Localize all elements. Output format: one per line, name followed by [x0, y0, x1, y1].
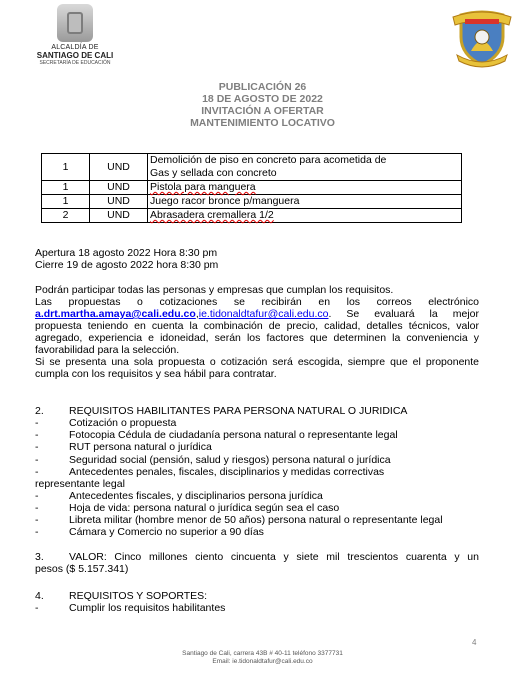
description-cell	[148, 209, 462, 223]
footer-address: Santiago de Cali, carrera 43B # 40-11 teléfono 3377731	[182, 650, 343, 657]
requirement-item: RUT persona natural o jurídica	[69, 441, 212, 453]
section2-heading: REQUISITOS HABILITANTES PARA PERSONA NATURAL O JURIDICA	[69, 405, 408, 417]
section2-number: 2.	[35, 405, 44, 417]
title-line2: 18 DE AGOSTO DE 2022	[202, 93, 323, 105]
proposals-line1: Las propuestas o cotizaciones se recibirán en los correos electrónico	[35, 296, 479, 308]
requirement-item: Hoja de vida: persona natural o jurídica según sea el caso	[69, 502, 340, 514]
value-line1: VALOR: Cinco millones ciento cincuenta y siete mil trescientos cuarenta y un	[69, 551, 479, 563]
logo-line2: SANTIAGO DE CALI	[36, 51, 114, 60]
section3-number: 3.	[35, 551, 44, 563]
page-footer	[0, 650, 525, 666]
bullet: -	[35, 466, 39, 478]
requirement-item: Antecedentes fiscales, y disciplinarios persona jurídica	[69, 490, 323, 502]
closing-date: Cierre 19 de agosto 2022 hora 8:30 pm	[35, 259, 219, 271]
alcaldia-logo	[30, 4, 120, 70]
description-text: Abrasadera cremallera 1/2	[150, 209, 274, 221]
requirement-item: Antecedentes penales, fiscales, disciplinarios y medidas correctivas	[69, 466, 385, 478]
requirement-item: Cámara y Comercio no superior a 90 días	[69, 526, 264, 538]
unit-cell: UND	[90, 209, 148, 223]
coat-of-arms-icon	[57, 4, 93, 42]
table-row	[42, 181, 462, 195]
table-row	[42, 209, 462, 223]
proposals-line2	[35, 308, 479, 320]
proposals-line5: favorabilidad para la selección.	[35, 344, 180, 356]
description-line1: Demolición de piso en concreto para acometida de	[150, 154, 387, 166]
items-table	[41, 153, 462, 223]
proposals-line2-rest: . Se evaluará la mejor	[328, 308, 479, 320]
footer-email: Email: ie.tidonaldtafur@cali.edu.co	[212, 658, 313, 665]
description-text: Pistola para manguera	[150, 181, 256, 193]
proposals-line4: agregado, experiencia e idoneidad, serán los factores que determinen la conveniencia y	[35, 332, 479, 344]
bullet: -	[35, 514, 39, 526]
publication-title	[0, 81, 525, 129]
participation-text: Podrán participar todas las personas y empresas que cumplan los requisitos.	[35, 284, 394, 296]
section4-heading: REQUISITOS Y SOPORTES:	[69, 590, 208, 602]
qty-cell: 2	[42, 209, 90, 223]
proposals-line3: propuesta teniendo en cuenta la combinación de precio, calidad, detalles técnicos, valor	[35, 320, 479, 332]
bullet: -	[35, 429, 39, 441]
description-cell	[148, 154, 462, 181]
value-line2: pesos ($ 5.157.341)	[35, 563, 129, 575]
requirement-item: Seguridad social (pensión, salud y riesgos) persona natural o jurídica	[69, 454, 391, 466]
bullet: -	[35, 526, 39, 538]
bullet: -	[35, 490, 39, 502]
qty-cell: 1	[42, 195, 90, 209]
requirement-item: Fotocopia Cédula de ciudadanía persona natural o representante legal	[69, 429, 398, 441]
requirement-item: Libreta militar (hombre menor de 50 años) persona natural o representante legal	[69, 514, 443, 526]
description-cell	[148, 181, 462, 195]
requirement-item: Cotización o propuesta	[69, 417, 177, 429]
email-separator: ,	[195, 308, 199, 320]
description-cell: Juego racor bronce p/manguera	[148, 195, 462, 209]
email-link-school[interactable]: ie.tidonaldtafur@cali.edu.co	[198, 308, 329, 320]
section4-number: 4.	[35, 590, 44, 602]
bullet: -	[35, 602, 39, 614]
logo-line1: ALCALDÍA DE	[51, 44, 99, 51]
requirement-continuation: representante legal	[35, 478, 125, 490]
title-line1: PUBLICACIÓN 26	[218, 81, 307, 93]
logo-line3: SECRETARÍA DE EDUCACIÓN	[39, 60, 111, 66]
table-row	[42, 154, 462, 181]
unit-cell: UND	[90, 181, 148, 195]
qty-cell: 1	[42, 154, 90, 181]
title-line3: INVITACIÓN A OFERTAR	[201, 105, 324, 117]
qty-cell: 1	[42, 181, 90, 195]
bullet: -	[35, 417, 39, 429]
email-link-martha[interactable]: a.drt.martha.amaya@cali.edu.co	[35, 308, 196, 320]
bullet: -	[35, 441, 39, 453]
bullet: -	[35, 454, 39, 466]
support-item: Cumplir los requisitos habilitantes	[69, 602, 226, 614]
opening-date: Apertura 18 agosto 2022 Hora 8:30 pm	[35, 247, 218, 259]
page-number: 4	[472, 638, 477, 647]
school-crest-icon	[451, 7, 513, 69]
unit-cell: UND	[90, 195, 148, 209]
single-proposal-line2: cumpla con los requisitos y sea hábil para contratar.	[35, 368, 277, 380]
single-proposal-line1: Si se presenta una sola propuesta o cotización será escogida, siempre que el proponente	[35, 356, 479, 368]
bullet: -	[35, 502, 39, 514]
title-line4: MANTENIMIENTO LOCATIVO	[190, 117, 335, 129]
unit-cell: UND	[90, 154, 148, 181]
description-line2: Gas y sellada con concreto	[150, 167, 277, 179]
table-row	[42, 195, 462, 209]
